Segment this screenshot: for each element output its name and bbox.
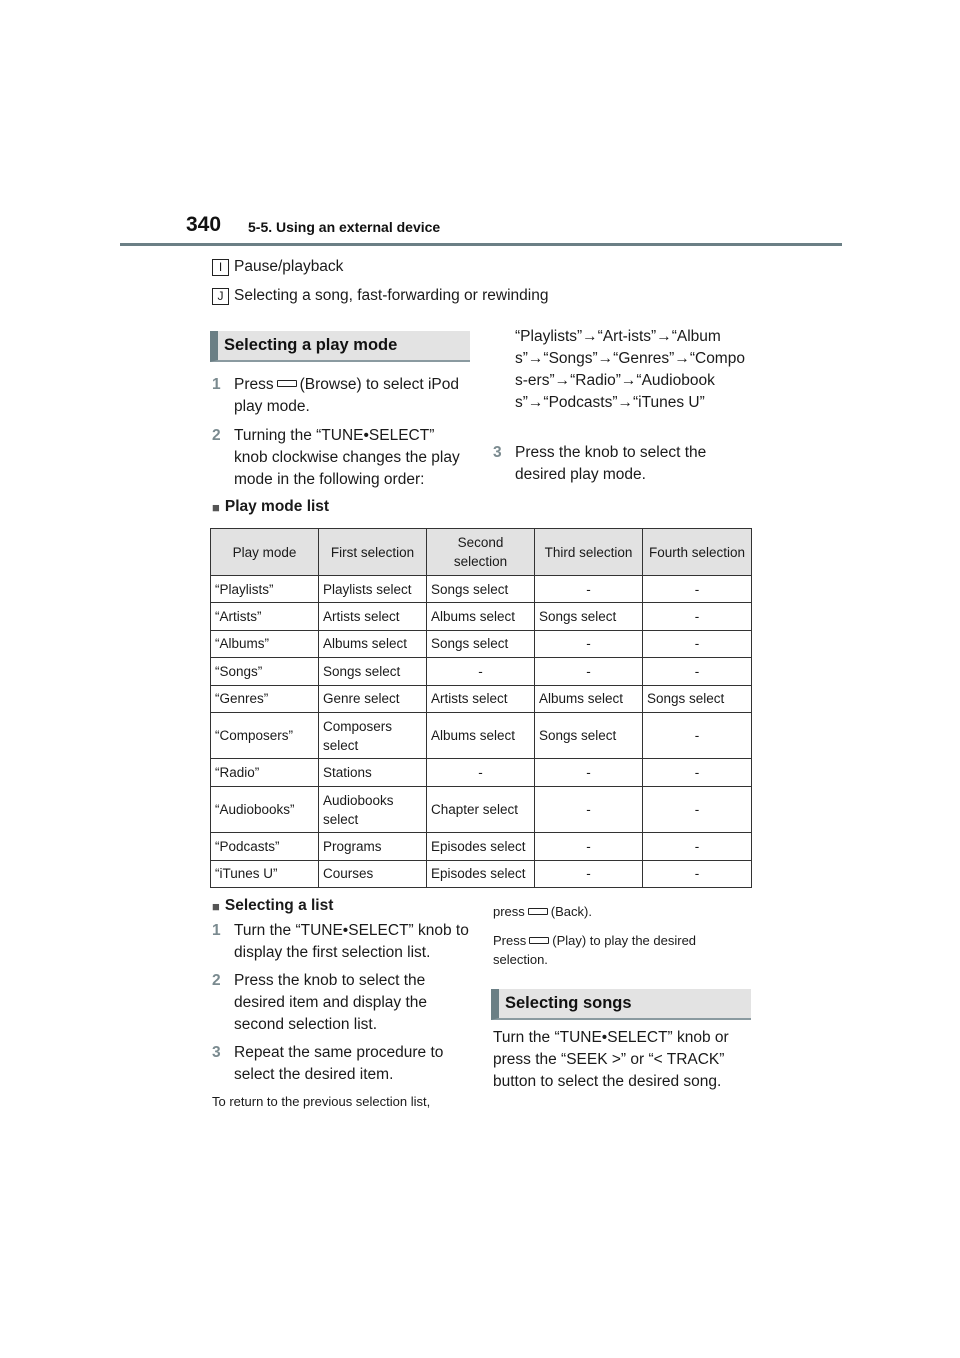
table-cell: -: [427, 759, 535, 786]
marker-row-i: [212, 258, 343, 276]
table-cell: Chapter select: [427, 786, 535, 833]
step-text: Repeat the same procedure to select the desired item.: [234, 1044, 444, 1083]
table-cell: Episodes select: [427, 860, 535, 887]
table-cell: -: [643, 603, 752, 630]
marker-j-label: J: [212, 288, 229, 305]
step-text: Press the knob to select the desired play mode.: [515, 444, 707, 483]
table-cell: Courses: [319, 860, 427, 887]
column-header: Play mode: [211, 529, 319, 576]
table-row: [211, 685, 752, 712]
step-text: (Browse) to select iPod play mode.: [234, 376, 459, 415]
table-row: [211, 786, 752, 833]
step-number: 2: [212, 972, 221, 989]
step-number: 2: [212, 427, 221, 444]
step-number: 1: [212, 922, 221, 939]
header-divider: [120, 243, 842, 246]
column-header: Second selection: [427, 529, 535, 576]
note-text: (Play) to play the desired selection.: [493, 933, 697, 967]
table-cell: Artists select: [427, 685, 535, 712]
table-cell: -: [643, 860, 752, 887]
step-number: 1: [212, 376, 221, 393]
table-cell: -: [535, 860, 643, 887]
table-cell: “Radio”: [211, 759, 319, 786]
selecting-songs-text: Turn the “TUNE•SELECT” knob or press the “SEEK >” or “< TRACK” button to select the desired song.: [493, 1029, 729, 1090]
step-text: Turn the “TUNE•SELECT” knob to display the first selection list.: [234, 922, 469, 961]
table-cell: Composers select: [319, 712, 427, 759]
list-note-return: To return to the previous selection list,: [212, 1094, 431, 1109]
table-cell: -: [643, 658, 752, 685]
marker-row-j: [212, 287, 548, 305]
column-header: Third selection: [535, 529, 643, 576]
back-button-icon: [528, 908, 548, 915]
table-cell: Audiobooks select: [319, 786, 427, 833]
section-heading-play-mode: Selecting a play mode: [210, 331, 470, 362]
table-cell: Songs select: [643, 685, 752, 712]
table-cell: -: [535, 833, 643, 860]
table-cell: “Songs”: [211, 658, 319, 685]
table-cell: “Podcasts”: [211, 833, 319, 860]
table-cell: -: [535, 576, 643, 603]
table-cell: -: [535, 786, 643, 833]
table-cell: -: [535, 630, 643, 657]
note-text: press: [493, 904, 525, 919]
column-header: Fourth selection: [643, 529, 752, 576]
play-mode-step-1: [212, 374, 467, 418]
play-button-icon: [529, 937, 549, 944]
table-cell: “Composers”: [211, 712, 319, 759]
table-cell: Songs select: [535, 603, 643, 630]
table-cell: Playlists select: [319, 576, 427, 603]
table-row: [211, 833, 752, 860]
table-cell: “Genres”: [211, 685, 319, 712]
table-cell: Programs: [319, 833, 427, 860]
table-cell: -: [535, 658, 643, 685]
square-bullet-icon: ■: [212, 499, 220, 515]
table-cell: “Playlists”: [211, 576, 319, 603]
table-cell: “Albums”: [211, 630, 319, 657]
step-number: 3: [493, 444, 502, 461]
table-row: [211, 658, 752, 685]
table-cell: “Artists”: [211, 603, 319, 630]
table-row: [211, 712, 752, 759]
step-number: 3: [212, 1044, 221, 1061]
table-cell: -: [535, 759, 643, 786]
list-step-1: [212, 920, 470, 964]
table-cell: Songs select: [319, 658, 427, 685]
step-text: Turning the “TUNE•SELECT” knob clockwise changes the play mode in the following order:: [234, 427, 460, 488]
table-cell: Episodes select: [427, 833, 535, 860]
table-cell: Stations: [319, 759, 427, 786]
table-cell: -: [427, 658, 535, 685]
play-mode-table: [210, 528, 752, 888]
table-row: [211, 860, 752, 887]
list-step-2: [212, 970, 470, 1036]
play-mode-list-heading: [212, 498, 329, 516]
table-cell: Albums select: [319, 630, 427, 657]
table-cell: Songs select: [427, 576, 535, 603]
table-cell: -: [643, 759, 752, 786]
table-cell: Songs select: [535, 712, 643, 759]
table-cell: -: [643, 712, 752, 759]
marker-i-text: Pause/playback: [234, 258, 344, 275]
table-cell: -: [643, 576, 752, 603]
table-cell: “iTunes U”: [211, 860, 319, 887]
table-cell: Albums select: [427, 603, 535, 630]
list-step-3: [212, 1042, 470, 1086]
table-cell: Artists select: [319, 603, 427, 630]
browse-button-icon: [277, 380, 297, 387]
subheading-text: Selecting a list: [224, 897, 334, 914]
square-bullet-icon: ■: [212, 898, 220, 914]
table-cell: Songs select: [427, 630, 535, 657]
section-title: 5-5. Using an external device: [248, 219, 441, 235]
list-note-play: [493, 931, 751, 969]
step-text: Press: [234, 376, 274, 393]
note-text: Press: [493, 933, 527, 948]
page-number: 340: [186, 213, 222, 236]
table-cell: -: [643, 833, 752, 860]
list-note-back: [493, 902, 751, 921]
section-heading-selecting-songs: Selecting songs: [491, 989, 751, 1020]
table-header-row: [211, 529, 752, 576]
table-cell: Albums select: [427, 712, 535, 759]
table-row: [211, 576, 752, 603]
step-text: Press the knob to select the desired item and display the second selection list.: [234, 972, 428, 1033]
table-cell: Albums select: [535, 685, 643, 712]
note-text: (Back).: [550, 904, 592, 919]
play-mode-step-2: [212, 425, 470, 491]
subheading-text: Play mode list: [224, 498, 330, 515]
marker-j-text: Selecting a song, fast-forwarding or rewinding: [234, 287, 549, 304]
marker-i-label: I: [212, 259, 229, 276]
selecting-list-heading: [212, 897, 333, 915]
column-header: First selection: [319, 529, 427, 576]
table-cell: Genre select: [319, 685, 427, 712]
table-cell: -: [643, 786, 752, 833]
play-mode-order: “Playlists”→“Art-ists”→“Albums”→“Songs”→“Genres”→“Compos-ers”→“Radio”→“Audiobooks”→“Podcasts”→“iTunes U”: [515, 328, 745, 411]
table-row: [211, 603, 752, 630]
table-row: [211, 630, 752, 657]
table-row: [211, 759, 752, 786]
table-cell: -: [643, 630, 752, 657]
table-cell: “Audiobooks”: [211, 786, 319, 833]
play-mode-step-3: [493, 442, 751, 486]
